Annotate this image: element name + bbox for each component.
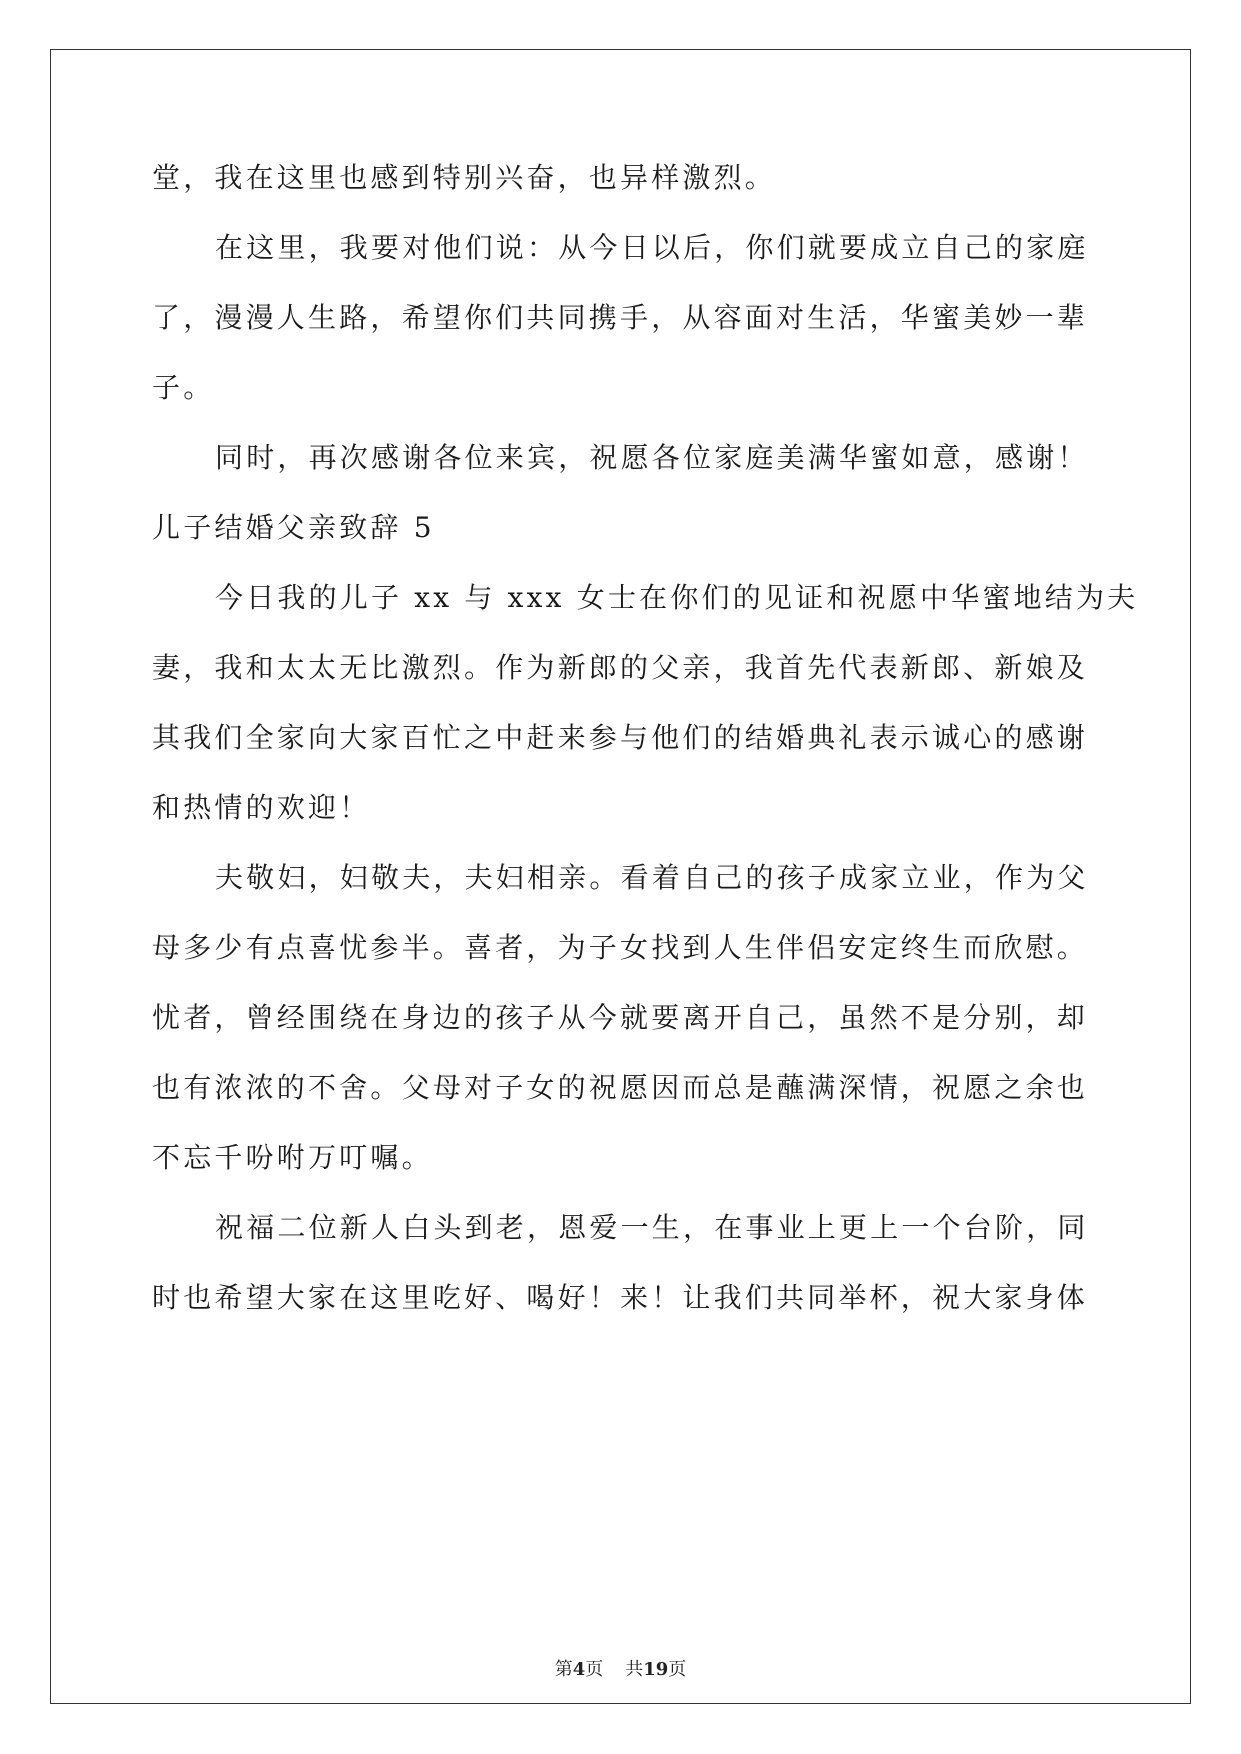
text-line: 了，漫漫人生路，希望你们共同携手，从容面对生活，华蜜美妙一辈 <box>152 301 1089 334</box>
text-line: 时也希望大家在这里吃好、喝好！来！让我们共同举杯，祝大家身体 <box>152 1281 1089 1314</box>
text-line: 妻，我和太太无比激烈。作为新郎的父亲，我首先代表新郎、新娘及 <box>152 651 1089 684</box>
section-heading: 儿子结婚父亲致辞 5 <box>152 511 435 544</box>
footer-prefix: 第 <box>554 1659 573 1680</box>
footer-total-unit: 页 <box>668 1659 687 1680</box>
paragraph-start-line: 在这里，我要对他们说：从今日以后，你们就要成立自己的家庭 <box>215 231 1089 264</box>
text-line: 也有浓浓的不舍。父母对子女的祝愿因而总是蘸满深情，祝愿之余也 <box>152 1071 1089 1104</box>
text-line: 和热情的欢迎！ <box>152 791 371 824</box>
page-footer <box>0 1658 1241 1682</box>
paragraph-start-line: 夫敬妇，妇敬夫，夫妇相亲。看着自己的孩子成家立业，作为父 <box>215 861 1089 894</box>
footer-page-unit: 页 <box>585 1659 604 1680</box>
paragraph-start-line: 今日我的儿子 xx 与 xxx 女士在你们的见证和祝愿中华蜜地结为夫 <box>215 581 1139 614</box>
text-line: 母多少有点喜忧参半。喜者，为子女找到人生伴侣安定终生而欣慰。 <box>152 931 1089 964</box>
text-line: 堂，我在这里也感到特别兴奋，也异样激烈。 <box>152 161 777 194</box>
paragraph-start-line: 祝福二位新人白头到老，恩爱一生，在事业上更上一个台阶，同 <box>215 1211 1089 1244</box>
paragraph-start-line: 同时，再次感谢各位来宾，祝愿各位家庭美满华蜜如意，感谢！ <box>215 441 1089 474</box>
current-page-number: 4 <box>572 1659 586 1680</box>
text-line: 其我们全家向大家百忙之中赶来参与他们的结婚典礼表示诚心的感谢 <box>152 721 1089 754</box>
total-pages-number: 19 <box>643 1659 669 1680</box>
text-line: 不忘千吩咐万叮嘱。 <box>152 1141 433 1174</box>
text-line: 忧者，曾经围绕在身边的孩子从今就要离开自己，虽然不是分别，却 <box>152 1001 1089 1034</box>
text-line: 子。 <box>152 371 215 404</box>
footer-total-prefix: 共 <box>625 1659 644 1680</box>
